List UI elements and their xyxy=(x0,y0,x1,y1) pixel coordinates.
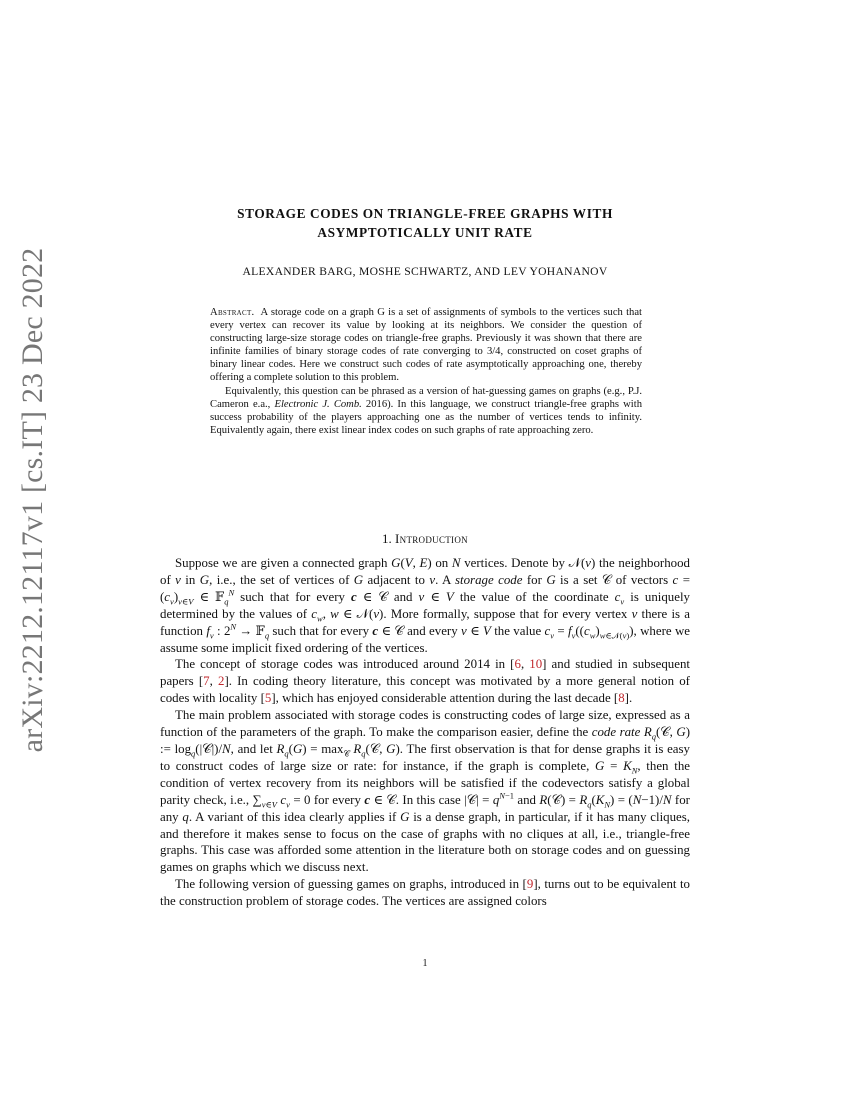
citation-8[interactable]: 8 xyxy=(618,691,625,706)
paragraph-3: The main problem associated with storage codes is constructing codes of large size, expressed as a function of the parameters of the graph. To make the comparison easier, define the code rate $R_q(𝒞$, G) := $\log_q(|𝒞|)/N$, and let $R_q(G) = \max_𝒞$ $R_q(𝒞$, G). The first observation is that for dense graphs it is easy to construct codes of large size or rate: for instance, if the graph is complete, $G = K_N$, then the condition of vertex recovery from its neighbors will be satisfied if the codevectors satisfy a global parity check, i.e., $\sum_{v\in V}$ $c_v = 0$ for every c ∈ 𝒞. In this case |𝒞| = $q^{N-1}$ and R(𝒞) = $R_q(K_N) = (N-1)/N$ for any q. A variant of this idea clearly applies if G is a dense graph, in particular, if it has many cliques, and therefore it makes sense to focus on the case of graphs with no cliques at all, i.e., triangle-free graphs. This case was afforded some attention in the literature both on storage codes and on guessing games on graphs which we discuss next. xyxy=(160,708,691,875)
section-number: 1. xyxy=(382,531,392,546)
citation-9[interactable]: 9 xyxy=(526,877,534,892)
arxiv-identifier-stamp xyxy=(4,247,62,753)
citation-7[interactable]: 7 xyxy=(203,674,210,689)
abstract xyxy=(210,306,642,437)
citation-2[interactable]: 2 xyxy=(217,674,225,689)
citation-6[interactable]: 6 xyxy=(514,657,521,672)
citation-10[interactable]: 10 xyxy=(529,657,543,672)
journal-name: Electronic J. Comb. xyxy=(274,398,362,410)
abstract-paragraph-1 xyxy=(210,306,642,385)
paper-title xyxy=(160,204,690,242)
abstract-paragraph-2-text-a: Equivalently, this question can be phrased as a version of hat-guessing games on graphs (e.g., P.J. Cameron e.a., xyxy=(210,385,642,410)
author-list: ALEXANDER BARG, MOSHE SCHWARTZ, AND LEV YOHANANOV xyxy=(242,265,608,278)
citation-5[interactable]: 5 xyxy=(264,691,272,706)
abstract-paragraph-2 xyxy=(210,385,642,437)
abstract-paragraph-2-text-b: 2016). In this language, we construct triangle-free graphs with success probability of the players approaching one as the number of vertices tends to infinity. Equivalently again, there exist linear index codes on such graphs of rate approaching zero. xyxy=(210,398,642,436)
section-heading xyxy=(160,531,690,547)
abstract-label: Abstract. xyxy=(210,307,255,318)
paragraph-1: Suppose we are given a connected graph G(V, E) on N vertices. Denote by 𝒩(v) the neighborhood of v in G, i.e., the set of vertices of G adjacent to v. A storage code for G is a set 𝒞 of vectors $c = (c_v)_{v\in V}$ ∈ 𝔽$_q^N$ such that for every c ∈ 𝒞 and v ∈ V the value of the coordinate $c_v$ is uniquely determined by the values of $c_w$, w ∈ 𝒩(v). More formally, suppose that for every vertex v there is a function $f_v$ : $2^N$ → 𝔽$_q$ such that for every c ∈ 𝒞 and every v ∈ V the value $c_v = f_v((c_w)_{w\in 𝒩(v)})$, where we assume some implicit fixed ordering of the vertices. xyxy=(160,556,691,655)
title-line-2: ASYMPTOTICALLY UNIT RATE xyxy=(317,225,533,240)
abstract-paragraph-1-text: A storage code on a graph G is a set of assignments of symbols to the vertices such that every vertex can recover its value by looking at its neighbors. We consider the question of constructing large-size storage codes on triangle-free graphs. Previously it was shown that there are infinite families of binary storage codes of rate converging to 3/4, constructed on coset graphs of binary linear codes. Here we construct such codes of rate asymptotically approaching one, thereby offering a complete solution to this problem. xyxy=(210,307,642,384)
section-title: Introduction xyxy=(395,531,468,546)
introduction-body xyxy=(160,555,690,910)
paragraph-2: The concept of storage codes was introduced around 2014 in [6, 10] and studied in subsequent papers [7, 2]. In coding theory literature, this concept was motivated by a more general notion of codes with locality [5], which has enjoyed considerable attention during the last decade [8]. xyxy=(160,657,690,706)
title-line-1: STORAGE CODES ON TRIANGLE-FREE GRAPHS WITH xyxy=(237,206,613,221)
page-number: 1 xyxy=(422,958,428,969)
arxiv-identifier-text: arXiv:2212.12117v1 [cs.IT] 23 Dec 2022 xyxy=(16,247,49,753)
paragraph-4: The following version of guessing games on graphs, introduced in [9], turns out to be equivalent to the construction problem of storage codes. The vertices are assigned colors xyxy=(160,877,691,909)
